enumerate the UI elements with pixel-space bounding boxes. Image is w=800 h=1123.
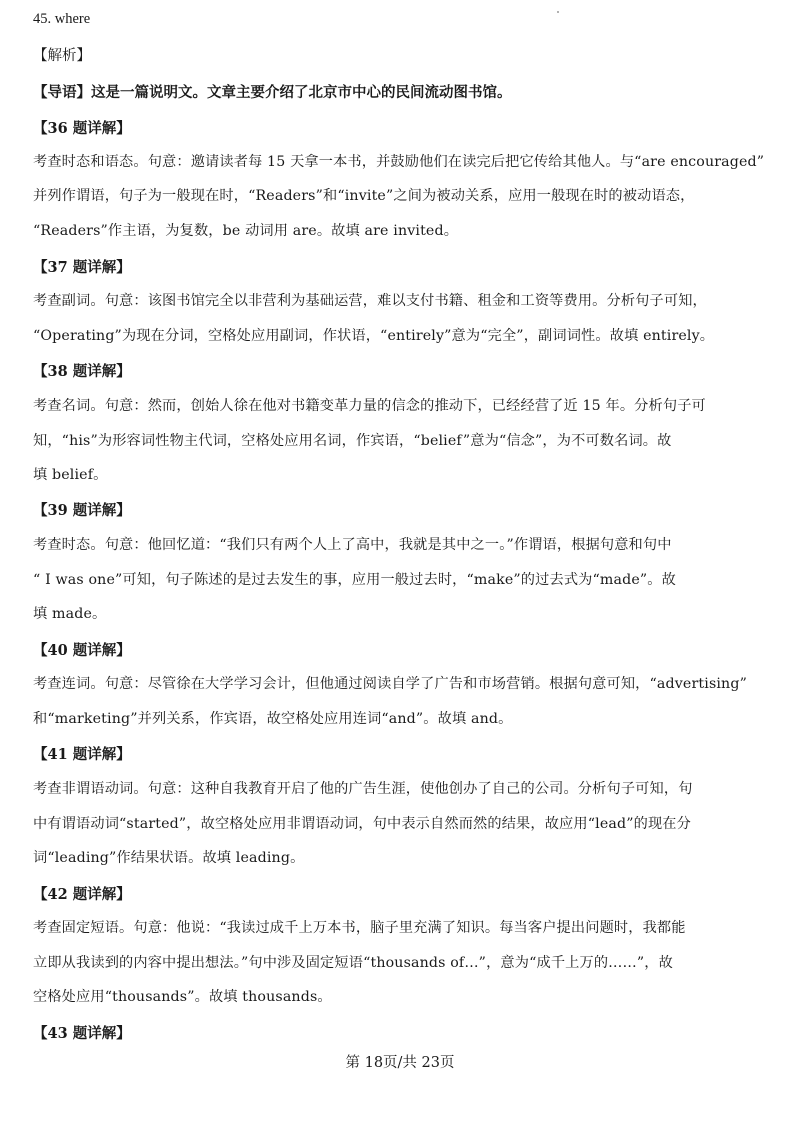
q38-line-1: 考查名词。句意：然而，创始人徐在他对书籍变革力量的信念的推动下，已经经营了近 15 年。分析句子可: [33, 398, 706, 414]
q40-line-2: 和“marketing”并列关系，作宾语，故空格处应用连词“and”。故填 and。: [33, 711, 513, 727]
q42-heading: 【42 题详解】: [33, 886, 131, 903]
q41-heading: 【41 题详解】: [33, 746, 131, 763]
page-footer: 第 18页/共 23页: [345, 1055, 455, 1071]
q38-line-2: 知，“his”为形容词性物主代词，空格处应用名词，作宾语，“belief”意为“信念”，为不可数名词。故: [33, 433, 672, 449]
q36-heading: 【36 题详解】: [33, 120, 131, 137]
q36-line-2: 并列作谓语，句子为一般现在时，“Readers”和“invite”之间为被动关系，应用一般现在时的被动语态，: [33, 188, 695, 204]
q42-line-1: 考查固定短语。句意：他说：“我读过成千上万本书，脑子里充满了知识。每当客户提出问题时，我都能: [33, 920, 686, 936]
q43-heading: 【43 题详解】: [33, 1025, 131, 1042]
q41-line-3: 词“leading”作结果状语。故填 leading。: [33, 850, 305, 866]
q39-heading: 【39 题详解】: [33, 502, 131, 519]
q38-line-3: 填 belief。: [33, 467, 108, 483]
q42-line-3: 空格处应用“thousands”。故填 thousands。: [33, 989, 332, 1005]
q38-heading: 【38 题详解】: [33, 363, 131, 380]
scan-speck: [557, 11, 559, 13]
q41-line-1: 考查非谓语动词。句意：这种自我教育开启了他的广告生涯，使他创办了自己的公司。分析句子可知，句: [33, 781, 693, 797]
q37-line-1: 考查副词。句意：该图书馆完全以非营利为基础运营，难以支付书籍、租金和工资等费用。分析句子可知，: [33, 293, 707, 309]
q42-line-2: 立即从我读到的内容中提出想法。”句中涉及固定短语“thousands of…”，意为“成千上万的……”，故: [33, 955, 673, 971]
q39-line-1: 考查时态。句意：他回忆道：“我们只有两个人上了高中，我就是其中之一。”作谓语，根据句意和句中: [33, 537, 672, 553]
q37-line-2: “Operating”为现在分词，空格处应用副词，作状语，“entirely”意为“完全”，副词词性。故填 entirely。: [33, 328, 715, 344]
answer-45: 45. where: [33, 11, 91, 27]
q40-line-1: 考查连词。句意：尽管徐在大学学习会计，但他通过阅读自学了广告和市场营销。根据句意可知，“advertising”: [33, 676, 747, 692]
q39-line-2: “ I was one”可知，句子陈述的是过去发生的事，应用一般过去时，“make”的过去式为“made”。故: [33, 572, 676, 588]
q39-line-3: 填 made。: [33, 606, 107, 622]
q36-line-1: 考查时态和语态。句意：邀请读者每 15 天拿一本书，并鼓励他们在读完后把它传给其他人。与“are encouraged”: [33, 154, 765, 170]
intro-paragraph: 【导语】这是一篇说明文。文章主要介绍了北京市中心的民间流动图书馆。: [33, 84, 512, 101]
q40-heading: 【40 题详解】: [33, 642, 131, 659]
q36-line-3: “Readers”作主语，为复数，be 动词用 are。故填 are invited。: [33, 223, 459, 239]
analysis-label: 【解析】: [33, 48, 91, 64]
q37-heading: 【37 题详解】: [33, 259, 131, 276]
q41-line-2: 中有谓语动词“started”，故空格处应用非谓语动词，句中表示自然而然的结果，故应用“lead”的现在分: [33, 816, 691, 832]
